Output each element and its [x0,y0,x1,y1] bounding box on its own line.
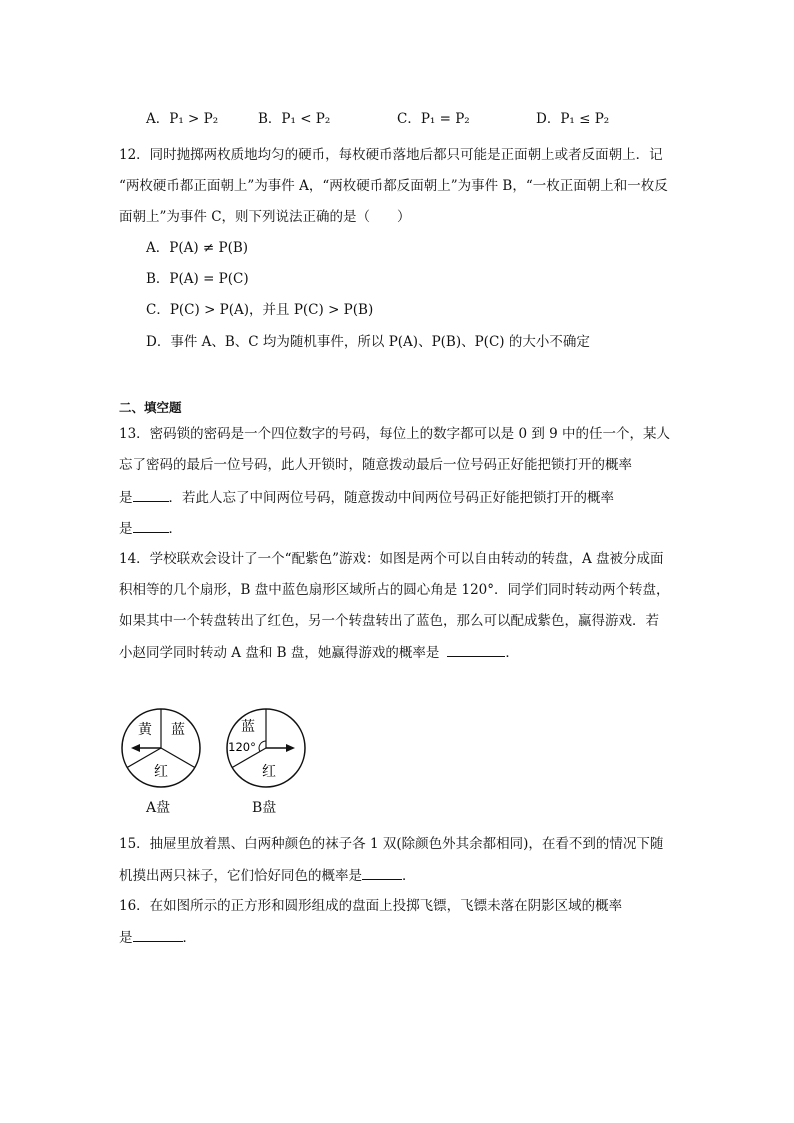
q15-line-2 [119,865,416,886]
q13-line-4-rest: ． [168,521,182,537]
answer-blank-13b[interactable] [133,518,169,533]
q12-option-b: B．P(A) = P(C) [146,271,249,287]
answer-blank-16[interactable] [133,927,183,942]
q13-line-1: 13．密码锁的密码是一个四位数字的号码，每位上的数字都可以是 0 到 9 中的任一个，某人 [119,426,671,442]
q14-line-3: 如果其中一个转盘转出了红色，另一个转盘转出了蓝色，那么可以配成紫色，赢得游戏．若 [119,613,659,629]
q14-line-2: 积相等的几个扇形，B 盘中蓝色扇形区域所占的圆心角是 120°．同学们同时转动两个转盘， [119,582,670,598]
q13-line-3-prefix: 是 [119,490,133,506]
q15-line-2-end: ． [402,868,416,884]
q12-option-c: C．P(C) > P(A)，并且 P(C) > P(B) [146,302,374,318]
answer-blank-13a[interactable] [133,487,169,502]
spinner-a-red: 红 [154,764,168,780]
choice-d: D．P₁ ≤ P₂ [536,111,610,127]
choice-a: A．P₁ > P₂ [146,111,219,127]
spinner-b-blue: 蓝 [241,719,255,735]
spinner-b-caption: B盘 [252,800,277,816]
q12-stem-line-3: 面朝上”为事件 C，则下列说法正确的是（ ） [119,209,411,225]
spinner-a-blue: 蓝 [171,722,185,738]
spinner-a-yellow: 黄 [138,722,152,738]
q12-stem-line-2: “两枚硬币都正面朝上”为事件 A，“两枚硬币都反面朝上”为事件 B，“一枚正面朝上和一枚反 [119,178,668,194]
q13-line-2: 忘了密码的最后一位号码，此人开锁时，随意拨动最后一位号码正好能把锁打开的概率 [119,457,632,473]
q12-stem-line-1: 12．同时抛掷两枚质地均匀的硬币，每枚硬币落地后都只可能是正面朝上或者反面朝上．记 [119,147,663,163]
spinner-a [119,706,203,790]
q16-line-1: 16．在如图所示的正方形和圆形组成的盘面上投掷飞镖，飞镖未落在阴影区域的概率 [119,898,623,914]
spinner-a-caption: A盘 [146,800,171,816]
q13-line-4-prefix: 是 [119,521,133,537]
q14-line-4 [119,642,519,663]
q14-line-4-end: ． [505,645,519,661]
section-heading: 二、填空题 [119,400,182,415]
q12-option-d: D．事件 A、B、C 均为随机事件，所以 P(A)、P(B)、P(C) 的大小不确定 [146,334,590,350]
q13-line-3 [119,487,614,508]
q14-line-4-text: 小赵同学同时转动 A 盘和 B 盘，她赢得游戏的概率是 [119,645,440,661]
q15-line-1: 15．抽屉里放着黑、白两种颜色的袜子各 1 双(除颜色外其余都相同)，在看不到的情况下随 [119,836,664,852]
q16-line-2-end: ． [182,930,196,946]
q14-line-1: 14．学校联欢会设计了一个“配紫色”游戏：如图是两个可以自由转动的转盘，A 盘被分成面 [119,551,664,567]
q12-option-a: A．P(A) ≠ P(B) [146,240,249,256]
q15-line-2-text: 机摸出两只袜子，它们恰好同色的概率是 [119,868,362,884]
answer-blank-15[interactable] [362,865,402,880]
spinner-b [224,706,308,790]
q13-line-4 [119,518,182,539]
q13-line-3-rest: ．若此人忘了中间两位号码，随意拨动中间两位号码正好能把锁打开的概率 [168,490,614,506]
choice-c: C．P₁ = P₂ [397,111,470,127]
q16-line-2-prefix: 是 [119,930,133,946]
choice-b: B．P₁ < P₂ [258,111,331,127]
answer-blank-14[interactable] [447,642,505,657]
q16-line-2 [119,927,196,948]
spinner-b-angle: 120° [228,740,256,754]
spinner-b-red: 红 [262,764,276,780]
